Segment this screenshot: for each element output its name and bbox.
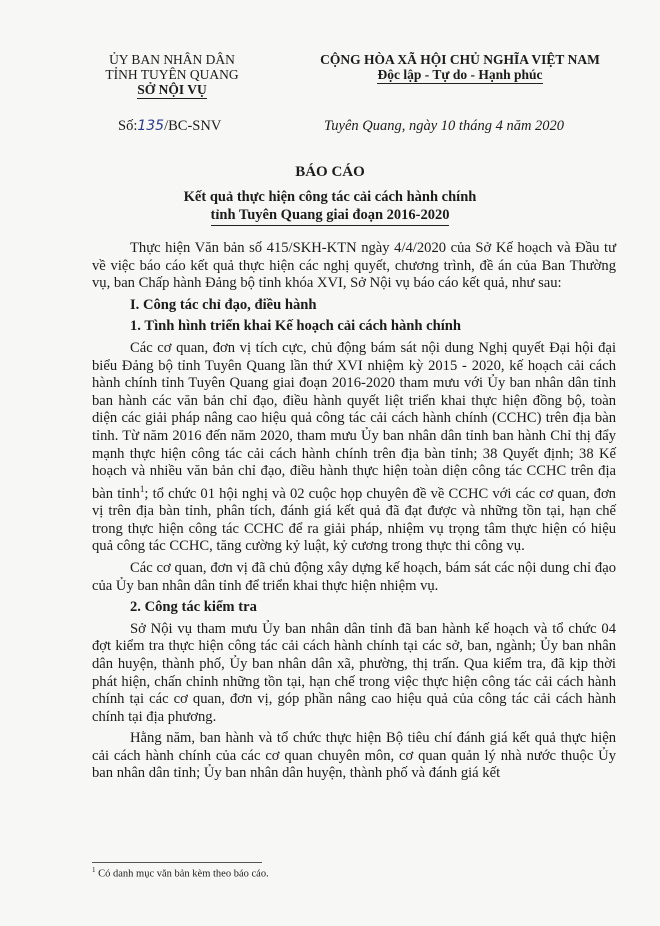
paragraph-1-part-a: Các cơ quan, đơn vị tích cực, chủ động bám sát nội dung Nghị quyết Đại hội đại biểu Đảng bộ tỉnh Tuyên Quang lần thứ XVI nhiệm kỳ 2015 - 2020, kế hoạch cải cách hành chính tỉnh Tuyên Quang giai đoạn 2016-2020 tham mưu với Ủy ban nhân dân tỉnh ban hành các văn bản chỉ đạo, điều hành quyết liệt triển khai thực hiện đồng bộ, toàn diện các giải pháp nâng cao hiệu quả công tác cải cách hành chính (CCHC) trên địa bàn tỉnh. Từ năm 2016 đến năm 2020, tham mưu Ủy ban nhân dân tỉnh ban hành Chỉ thị đẩy mạnh thực hiện công tác cải cách hành chính trên địa bàn tỉnh; 38 Quyết định; 38 Kế hoạch và nhiều văn bản chỉ đạo, điều hành thực hiện toàn diện công tác CCHC trên địa bàn tỉnh: [92, 339, 616, 502]
paragraph-1: [92, 340, 616, 556]
national-title: CỘNG HÒA XÃ HỘI CHỦ NGHĨA VIỆT NAM: [320, 52, 600, 67]
report-subtitle: [0, 188, 660, 226]
report-body: [92, 240, 616, 787]
subsection-heading-2: 2. Công tác kiểm tra: [130, 599, 257, 616]
doc-number-prefix: Số:: [118, 118, 138, 134]
footnote-marker: 1: [92, 866, 96, 874]
paragraph-3: Sở Nội vụ tham mưu Ủy ban nhân dân tỉnh đã ban hành kế hoạch và tổ chức 04 đợt kiểm tra thực hiện công tác cải cách hành chính tại các sở, ban, ngành; Ủy ban nhân dân huyện, thành phố, Ủy ban nhân dân xã, phường, thị trấn. Qua kiểm tra, đã kịp thời phát hiện, chấn chỉnh những tồn tại, hạn chế trong việc thực hiện công tác cải cách hành chính tại các cơ quan, đơn vị, góp phần nâng cao hiệu quả của công tác cải cách hành chính tại địa phương.: [92, 620, 616, 725]
footnote: [92, 866, 269, 880]
document-number: [118, 118, 221, 135]
paragraph-4: Hằng năm, ban hành và tổ chức thực hiện Bộ tiêu chí đánh giá kết quả thực hiện cải cách hành chính của các cơ quan chuyên môn, cơ quan quản lý nhà nước thuộc Ủy ban nhân dân tỉnh; Ủy ban nhân dân huyện, thành phố và đánh giá kết: [92, 730, 616, 782]
footnote-divider: [92, 862, 262, 863]
footnote-ref[interactable]: 1: [139, 483, 145, 494]
national-header: [300, 52, 620, 84]
agency-line-3: SỞ NỘI VỤ: [137, 82, 207, 97]
footnote-text: Có danh mục văn bản kèm theo báo cáo.: [95, 868, 269, 880]
subtitle-line-1: Kết quả thực hiện công tác cải cách hành chính: [183, 189, 477, 205]
national-motto: Độc lập - Tự do - Hạnh phúc: [377, 67, 543, 82]
intro-paragraph: Thực hiện Văn bản số 415/SKH-KTN ngày 4/4/2020 của Sở Kế hoạch và Đầu tư về việc báo cáo kết quả thực hiện các nghị quyết, chương trình, đề án của Ban Thường vụ, ban Chấp hành Đảng bộ tỉnh khóa XVI, Sở Nội vụ báo cáo kết quả, như sau:: [92, 240, 616, 292]
doc-number-handwritten: 135: [137, 118, 165, 134]
agency-line-2: TỈNH TUYÊN QUANG: [105, 67, 239, 82]
doc-number-suffix: /BC-SNV: [164, 118, 222, 134]
agency-line-1: ỦY BAN NHÂN DÂN: [109, 52, 235, 67]
subtitle-line-2: tỉnh Tuyên Quang giai đoạn 2016-2020: [211, 206, 450, 226]
section-heading-1: I. Công tác chỉ đạo, điều hành: [130, 296, 317, 313]
issuing-agency: [92, 52, 252, 99]
paragraph-1-part-b: ; tổ chức 01 hội nghị và 02 cuộc họp chuyên đề về CCHC với các cơ quan, đơn vị trên địa bàn tỉnh, phân tích, đánh giá kết quả đã đạt được và những tồn tại, hạn chế trong thực hiện công tác CCHC để ra giải pháp, nhiệm vụ trọng tâm thực hiện có hiệu quả công tác CCHC, tăng cường kỷ luật, kỷ cương trong thực thi công vụ.: [92, 485, 616, 555]
subsection-heading-1: 1. Tình hình triển khai Kế hoạch cải cách hành chính: [130, 318, 462, 335]
date-line: Tuyên Quang, ngày 10 tháng 4 năm 2020: [324, 118, 565, 134]
report-title: BÁO CÁO: [295, 164, 365, 180]
paragraph-2: Các cơ quan, đơn vị đã chủ động xây dựng kế hoạch, bám sát các nội dung chỉ đạo của Ủy ban nhân dân tỉnh để triển khai thực hiện nhiệm vụ.: [92, 559, 616, 594]
